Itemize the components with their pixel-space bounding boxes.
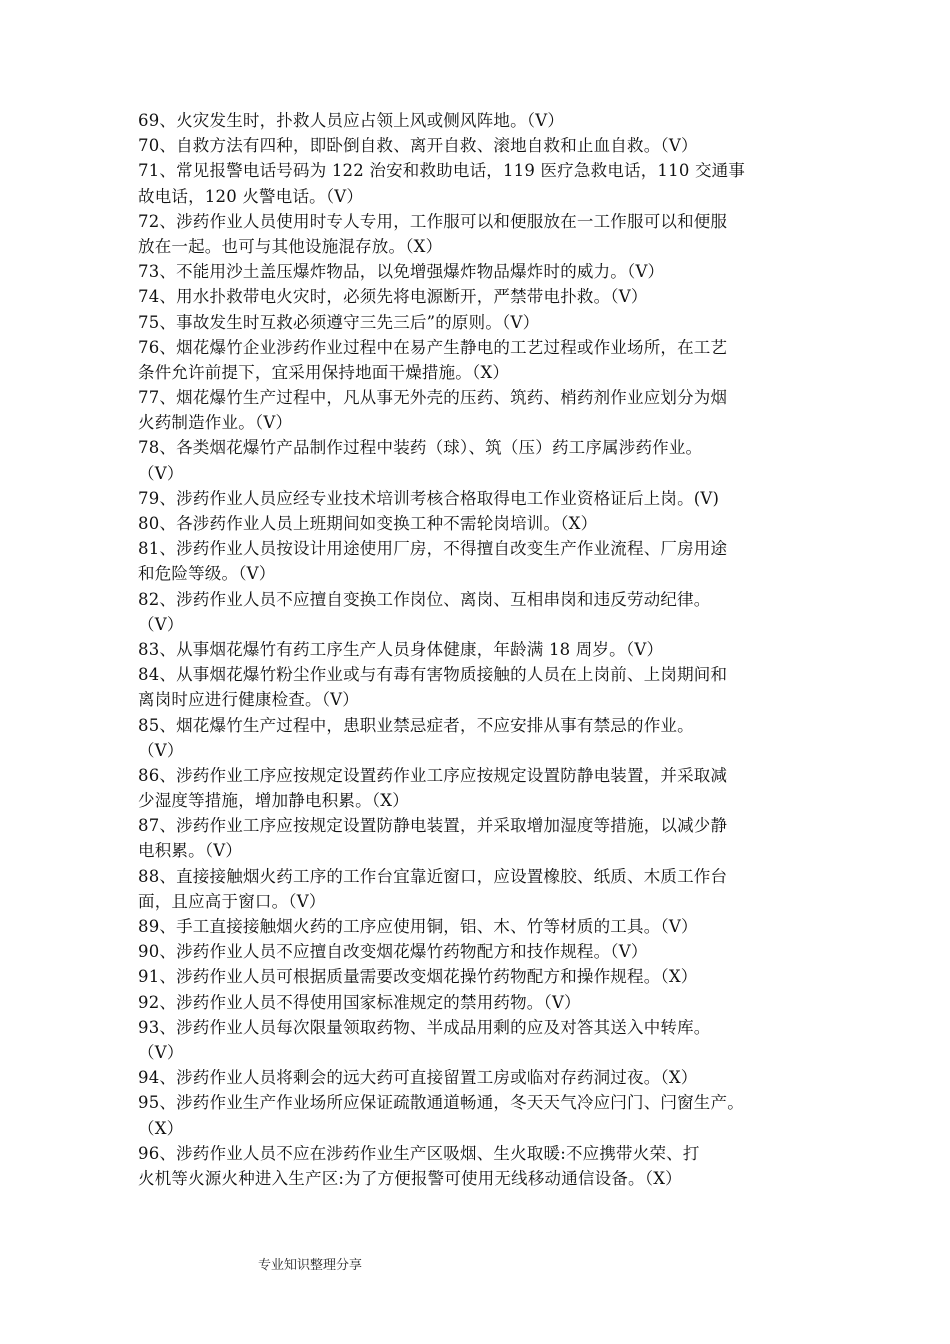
text-line: （V） (138, 614, 184, 634)
text-line: 面，且应高于窗口。（V） (138, 891, 326, 911)
text-line: 87、涉药作业工序应按规定设置防静电装置，并采取增加湿度等措施，以减少静 (138, 816, 728, 836)
text-line: 89、手工直接接触烟火药的工序应使用铜，铝、木、竹等材质的工具。（V） (138, 917, 698, 936)
text-line: 86、涉药作业工序应按规定设置药作业工序应按规定设置防静电装置，并采取减 (138, 765, 728, 785)
text-line: （X） (138, 1118, 184, 1138)
text-line: 81、涉药作业人员按设计用途使用厂房，不得擅自改变生产作业流程、厂房用途 (138, 539, 728, 559)
text-line: （V） (138, 1042, 184, 1062)
text-line: 84、从事烟花爆竹粉尘作业或与有毒有害物质接触的人员在上岗前、上岗期间和 (138, 665, 728, 685)
text-line: 94、涉药作业人员将剩会的远大药可直接留置工房或临对存药洞过夜。（X） (138, 1068, 698, 1088)
text-line: 80、各涉药作业人员上班期间如变换工种不需轮岗培训。（X） (138, 514, 598, 533)
text-line: 90、涉药作业人员不应擅自改变烟花爆竹药物配方和技作规程。（V） (138, 942, 648, 962)
page-footer: 专业知识整理分享 (258, 1258, 363, 1273)
text-line: 离岗时应进行健康检查。（V） (138, 690, 359, 710)
text-line: 77、烟花爆竹生产过程中，凡从事无外壳的压药、筑药、梢药剂作业应划分为烟 (138, 388, 728, 408)
text-line: 75、事故发生时互救必须遵守三先三后”的原则。（V） (138, 312, 540, 332)
text-line: 95、涉药作业生产作业场所应保证疏散通道畅通，冬天天气冷应闩门、闩窗生产。 (138, 1093, 744, 1113)
text-line: 电积累。（V） (138, 841, 243, 861)
text-line: 故电话，120 火警电话。（V） (138, 186, 364, 206)
text-line: 96、涉药作业人员不应在涉药作业生产区吸烟、生火取暖:不应携带火荣、打 (138, 1143, 700, 1163)
text-line: 91、涉药作业人员可根据质量需要改变烟花操竹药物配方和操作规程。（X） (138, 967, 698, 987)
text-line: （V） (138, 463, 184, 483)
text-line: 79、涉药作业人员应经专业技术培训考核合格取得电工作业资格证后上岗。(V) (138, 488, 720, 508)
text-line: （V） (138, 740, 184, 760)
text-line: 73、不能用沙土盖压爆炸物品，以免增强爆炸物品爆炸时的威力。（V） (138, 262, 665, 282)
text-line: 83、从事烟花爆竹有药工序生产人员身体健康，年龄满 18 周岁。（V） (138, 639, 664, 659)
text-line: 条件允许前提下，宜采用保持地面干燥措施。（X） (138, 362, 510, 382)
question-list (138, 108, 828, 1191)
text-line: 85、烟花爆竹生产过程中，患职业禁忌症者，不应安排从事有禁忌的作业。 (138, 715, 694, 735)
text-line: 放在一起。也可与其他设施混存放。（X） (138, 236, 443, 256)
text-line: 74、用水扑救带电火灾时，必须先将电源断开，严禁带电扑救。（V） (138, 287, 648, 307)
text-line: 76、烟花爆竹企业涉药作业过程中在易产生静电的工艺过程或作业场所，在工艺 (138, 337, 728, 357)
text-line: 和危险等级。（V） (138, 564, 276, 584)
text-line: 92、涉药作业人员不得使用国家标准规定的禁用药物。（V） (138, 992, 581, 1012)
text-line: 78、各类烟花爆竹产品制作过程中装药（球）、筑（压）药工序属涉药作业。 (138, 438, 703, 458)
text-line: 72、涉药作业人员使用时专人专用，工作服可以和便服放在一工作服可以和便服 (138, 211, 728, 231)
text-line: 火药制造作业。（V） (138, 413, 293, 433)
text-line: 少湿度等措施，增加静电积累。（X） (138, 791, 409, 811)
text-line: 69、火灾发生时，扑救人员应占领上风或侧风阵地。（V） (138, 111, 565, 130)
text-line: 70、自救方法有四种，即卧倒自救、离开自救、滚地自救和止血自救。（V） (138, 136, 698, 156)
text-line: 71、常见报警电话号码为 122 治安和救助电话，119 医疗急救电话，110 交通事 (138, 161, 746, 181)
text-line: 93、涉药作业人员每次限量领取药物、半成品用剩的应及对答其送入中转库。 (138, 1017, 711, 1037)
text-line: 火机等火源火种进入生产区:为了方便报警可使用无线移动通信设备。（X） (138, 1168, 682, 1188)
text-line: 88、直接接触烟火药工序的工作台宜靠近窗口，应设置橡胶、纸质、木质工作台 (138, 866, 728, 886)
text-line: 82、涉药作业人员不应擅自变换工作岗位、离岗、互相串岗和违反劳动纪律。 (138, 589, 711, 609)
